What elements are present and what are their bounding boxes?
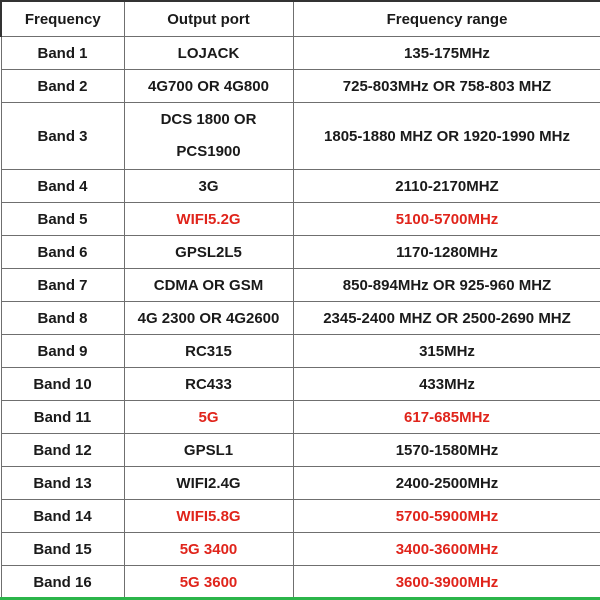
- output-port-cell: RC315: [124, 335, 293, 368]
- frequency-range-cell: 315MHz: [293, 335, 600, 368]
- frequency-range-cell: 135-175MHz: [293, 37, 600, 70]
- output-port-cell: 4G700 OR 4G800: [124, 70, 293, 103]
- table-row: [1, 269, 600, 302]
- table-row: [1, 368, 600, 401]
- output-port-cell: 5G 3400: [124, 533, 293, 566]
- band-cell: Band 2: [1, 70, 124, 103]
- output-port-cell: GPSL1: [124, 434, 293, 467]
- band-cell: Band 14: [1, 500, 124, 533]
- table-row: [1, 566, 600, 599]
- frequency-range-cell: 617-685MHz: [293, 401, 600, 434]
- output-port-cell: GPSL2L5: [124, 236, 293, 269]
- frequency-range-cell: 433MHz: [293, 368, 600, 401]
- table-row: [1, 170, 600, 203]
- frequency-range-cell: 3600-3900MHz: [293, 566, 600, 599]
- band-cell: Band 4: [1, 170, 124, 203]
- table-header-row: [1, 1, 600, 37]
- output-port-cell: [124, 103, 293, 170]
- frequency-range-cell: 3400-3600MHz: [293, 533, 600, 566]
- frequency-range-cell: 5700-5900MHz: [293, 500, 600, 533]
- frequency-range-cell: 5100-5700MHz: [293, 203, 600, 236]
- table-row: [1, 434, 600, 467]
- output-port-cell: 5G 3600: [124, 566, 293, 599]
- frequency-range-cell: 2345-2400 MHZ OR 2500-2690 MHZ: [293, 302, 600, 335]
- table-row: [1, 103, 600, 170]
- output-port-cell: 5G: [124, 401, 293, 434]
- table-row: [1, 500, 600, 533]
- output-port-cell: 3G: [124, 170, 293, 203]
- frequency-range-cell: 2400-2500MHz: [293, 467, 600, 500]
- table-row: [1, 335, 600, 368]
- band-cell: Band 6: [1, 236, 124, 269]
- table-row: [1, 236, 600, 269]
- band-cell: Band 1: [1, 37, 124, 70]
- frequency-range-cell: 850-894MHz OR 925-960 MHZ: [293, 269, 600, 302]
- table-row: [1, 467, 600, 500]
- frequency-range-cell: 1170-1280MHz: [293, 236, 600, 269]
- table-row: [1, 70, 600, 103]
- band-cell: Band 12: [1, 434, 124, 467]
- band-cell: Band 9: [1, 335, 124, 368]
- band-cell: Band 3: [1, 103, 124, 170]
- table-row: [1, 37, 600, 70]
- band-cell: Band 13: [1, 467, 124, 500]
- header-frequency-range: Frequency range: [293, 1, 600, 37]
- frequency-range-cell: 1570-1580MHz: [293, 434, 600, 467]
- band-cell: Band 7: [1, 269, 124, 302]
- output-port-cell: WIFI5.8G: [124, 500, 293, 533]
- band-rows: [1, 37, 600, 599]
- table-row: [1, 401, 600, 434]
- frequency-range-cell: 2110-2170MHZ: [293, 170, 600, 203]
- band-cell: Band 8: [1, 302, 124, 335]
- table-row: [1, 203, 600, 236]
- band-cell: Band 10: [1, 368, 124, 401]
- table-row: [1, 302, 600, 335]
- band-cell: Band 15: [1, 533, 124, 566]
- frequency-range-cell: 1805-1880 MHZ OR 1920-1990 MHz: [293, 103, 600, 170]
- output-port-cell: WIFI2.4G: [124, 467, 293, 500]
- output-port-cell: RC433: [124, 368, 293, 401]
- frequency-range-cell: 725-803MHz OR 758-803 MHZ: [293, 70, 600, 103]
- band-cell: Band 5: [1, 203, 124, 236]
- table-row: [1, 533, 600, 566]
- output-port-cell: LOJACK: [124, 37, 293, 70]
- band-cell: Band 11: [1, 401, 124, 434]
- output-port-cell: WIFI5.2G: [124, 203, 293, 236]
- port-line: PCS1900: [176, 143, 241, 160]
- output-port-cell: CDMA OR GSM: [124, 269, 293, 302]
- port-line: DCS 1800 OR: [160, 111, 257, 128]
- header-output-port: Output port: [124, 1, 293, 37]
- output-port-cell: 4G 2300 OR 4G2600: [124, 302, 293, 335]
- header-frequency: Frequency: [1, 1, 124, 37]
- band-cell: Band 16: [1, 566, 124, 599]
